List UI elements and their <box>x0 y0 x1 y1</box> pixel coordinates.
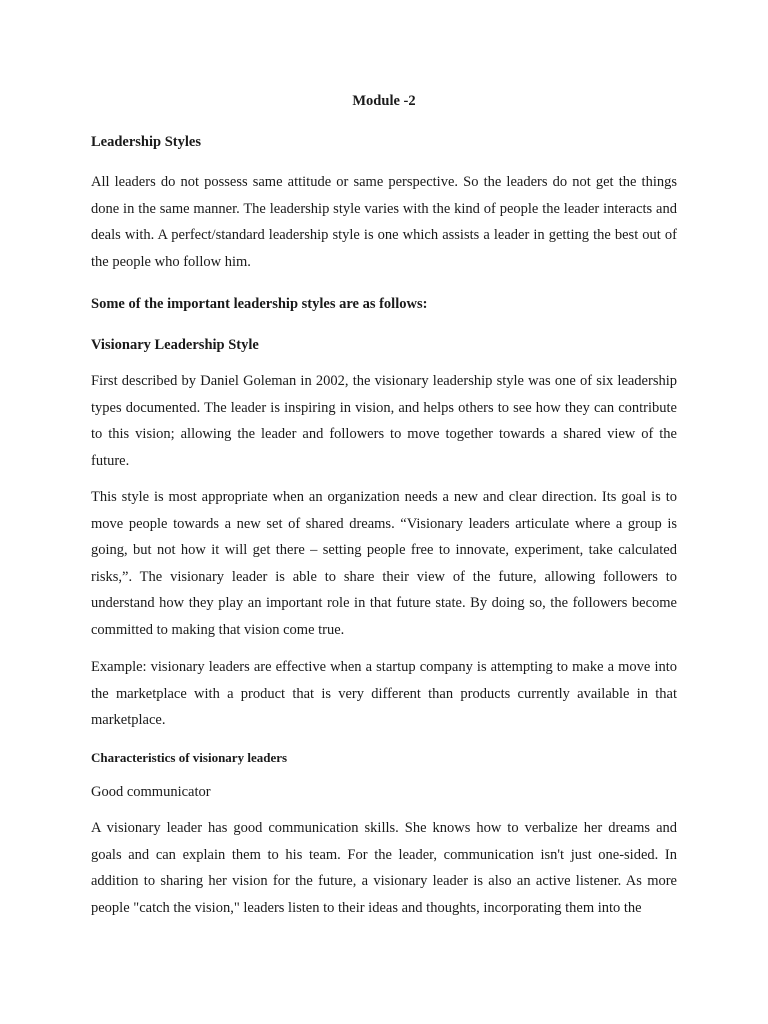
intro-paragraph: All leaders do not possess same attitude or same perspective. So the leaders do not get the things done in the same manner. The leadership style varies with the kind of people the leader interacts and deals with. A perfect/standard leadership style is one which assists a leader in getting the best out of the people who follow him. <box>91 174 677 270</box>
section-heading-leadership-styles: Leadership Styles <box>91 134 201 150</box>
visionary-paragraph-2: This style is most appropriate when an organization needs a new and clear direction. Its goal is to move people towards a new set of shared dreams. “Visionary leaders articulate where a group is going, but not how it will get there – setting people free to innovate, experiment, take calculated risks,”. The visionary leader is able to share their view of the future, allowing followers to understand how they play an important role in that future state. By doing so, the followers become committed to making that vision come true. <box>91 489 677 638</box>
styles-intro-heading: Some of the important leadership styles are as follows: <box>91 296 428 312</box>
module-title: Module -2 <box>352 93 416 109</box>
communicator-paragraph: A visionary leader has good communication skills. She knows how to verbalize her dreams and goals and can explain them to his team. For the leader, communication isn't just one-sided. In addition to sharing her vision for the future, a visionary leader is also an active listener. As more people "catch the vision," leaders listen to their ideas and thoughts, incorporating them into the <box>91 820 677 916</box>
characteristics-heading: Characteristics of visionary leaders <box>91 750 288 765</box>
visionary-paragraph-1: First described by Daniel Goleman in 2002, the visionary leadership style was one of six leadership types documented. The leader is inspiring in vision, and helps others to see how they can contribute to this vision; allowing the leader and followers to move together towards a shared view of the future. <box>91 373 677 469</box>
example-paragraph: Example: visionary leaders are effective when a startup company is attempting to make a move into the marketplace with a product that is very different than products currently available in that marketplace. <box>91 659 677 729</box>
visionary-heading: Visionary Leadership Style <box>91 337 259 353</box>
trait-label: Good communicator <box>91 784 211 800</box>
